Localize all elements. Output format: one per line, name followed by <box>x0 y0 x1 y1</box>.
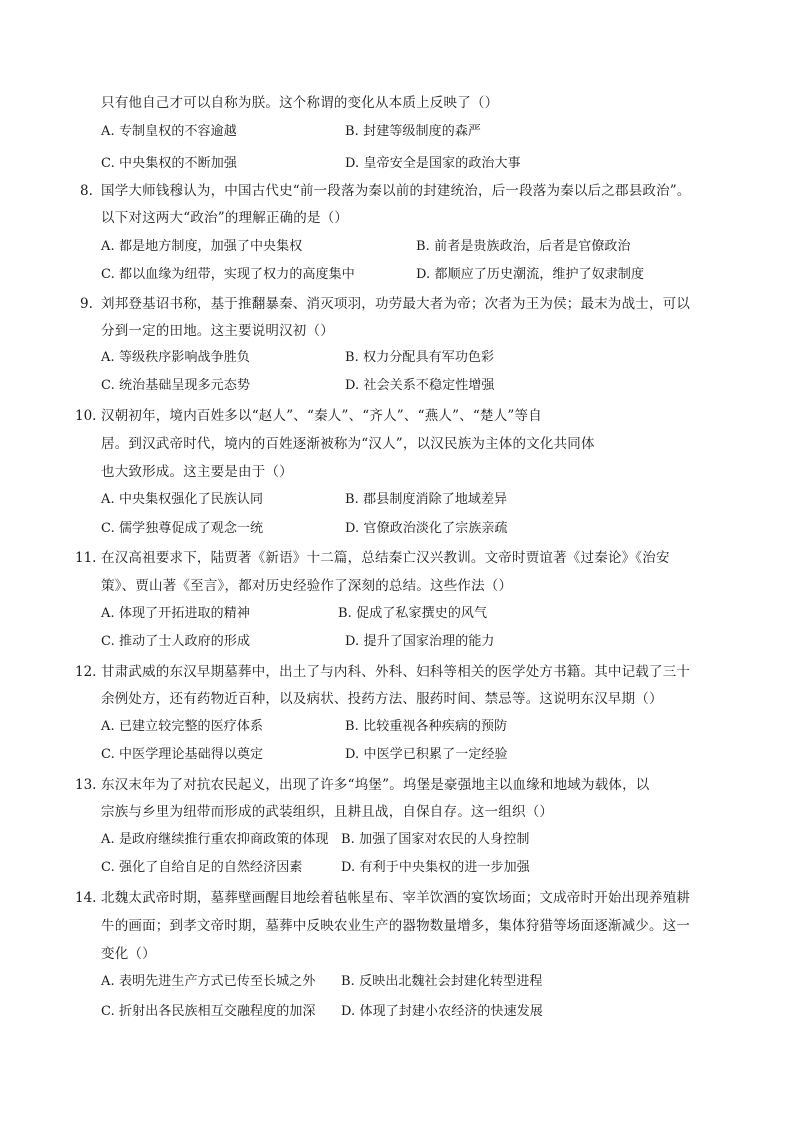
question-13-option-b: B. 加强了国家对农民的人身控制 <box>341 832 530 847</box>
question-13-option-c: C. 强化了自给自足的自然经济因素 <box>101 860 303 875</box>
question-9-option-b: B. 权力分配具有军功色彩 <box>345 350 495 365</box>
question-12-option-b: B. 比较重视各种疾病的预防 <box>345 719 508 734</box>
question-10-option-c: C. 儒学独尊促成了观念一统 <box>101 521 264 536</box>
question-11-option-b: B. 促成了私家撰史的风气 <box>338 606 488 621</box>
question-12-text-line: 余例处方，还有药物近百种，以及病状、投药方法、服药时间、禁忌等。这说明东汉早期（） <box>101 691 663 707</box>
question-13-text-line: 东汉末年为了对抗农民起义，出现了许多“坞堡”。坞堡是豪强地主以血缘和地域为载体，以 <box>101 777 650 793</box>
question-12-option-d: D. 中医学已积累了一定经验 <box>345 747 508 762</box>
question-10-text-line: 汉朝初年，境内百姓多以“赵人”、“秦人”、“齐人”、“燕人”、“楚人”等自 <box>101 408 542 424</box>
question-14-text-line: 牛的画面；到孝文帝时期，墓葬中反映农业生产的器物数量增多，集体狩猎等场面逐渐减少。这一 <box>101 918 691 934</box>
question-10-option-d: D. 官僚政治淡化了宗族亲疏 <box>345 521 508 536</box>
question-8-text-line: 以下对这两大“政治”的理解正确的是（） <box>101 210 349 226</box>
question-14-number: 14. <box>75 890 97 906</box>
question-12-text-line: 甘肃武威的东汉早期墓葬中，出土了与内科、外科、妇科等相关的医学处方书籍。其中记载了三十 <box>101 664 691 680</box>
question-8-option-c: C. 都以血缘为纽带，实现了权力的高度集中 <box>101 267 355 282</box>
question-13-number: 13. <box>75 777 97 793</box>
question-9-number: 9. <box>80 296 93 312</box>
question-7-option-b: B. 封建等级制度的森严 <box>345 124 482 139</box>
question-8-number: 8. <box>80 183 93 199</box>
question-7-option-a: A. 专制皇权的不容逾越 <box>101 124 237 139</box>
question-11-option-d: D. 提升了国家治理的能力 <box>345 634 495 649</box>
question-14-option-b: B. 反映出北魏社会封建化转型进程 <box>341 974 543 989</box>
question-8-option-d: D. 都顺应了历史潮流，维护了奴隶制度 <box>416 267 645 282</box>
question-12-number: 12. <box>75 664 97 680</box>
question-14-option-c: C. 折射出各民族相互交融程度的加深 <box>101 1004 316 1019</box>
question-12-option-c: C. 中医学理论基础得以奠定 <box>101 747 264 762</box>
question-7-option-d: D. 皇帝安全是国家的政治大事 <box>345 156 521 171</box>
question-14-option-a: A. 表明先进生产方式已传至长城之外 <box>101 974 316 989</box>
question-9-option-c: C. 统治基础呈现多元态势 <box>101 378 251 393</box>
question-7-option-c: C. 中央集权的不断加强 <box>101 156 237 171</box>
question-11-option-a: A. 体现了开拓进取的精神 <box>101 606 250 621</box>
question-13-option-a: A. 是政府继续推行重农抑商政策的体现 <box>101 832 329 847</box>
question-10-text-line: 居。到汉武帝时代，境内的百姓逐渐被称为“汉人”，以汉民族为主体的文化共同体 <box>101 436 595 452</box>
question-10-text-line: 也大致形成。这主要是由于（） <box>101 464 293 480</box>
question-9-option-d: D. 社会关系不稳定性增强 <box>345 378 495 393</box>
question-10-number: 10. <box>75 408 97 424</box>
question-9-option-a: A. 等级秩序影响战争胜负 <box>101 350 250 365</box>
question-13-option-d: D. 有利于中央集权的进一步加强 <box>341 860 530 875</box>
question-8-option-b: B. 前者是贵族政治，后者是官僚政治 <box>416 239 631 254</box>
question-11-text-line: 在汉高祖要求下，陆贾著《新语》十二篇，总结秦亡汉兴教训。文帝时贾谊著《过秦论》《治安 <box>101 550 670 566</box>
question-7-text-line: 只有他自己才可以自称为朕。这个称谓的变化从本质上反映了（） <box>101 95 499 111</box>
question-10-option-b: B. 郡县制度消除了地域差异 <box>345 492 508 507</box>
question-8-text-line: 国学大师钱穆认为，中国古代史“前一段落为秦以前的封建统治，后一段落为秦以后之郡县政治”。 <box>101 183 691 199</box>
question-14-text-line: 变化（） <box>101 946 156 962</box>
question-9-text-line: 刘邦登基诏书称，基于推翻暴秦、消灭项羽，功劳最大者为帝；次者为王为侯；最末为战士，可以 <box>101 296 691 312</box>
question-9-text-line: 分到一定的田地。这主要说明汉初（） <box>101 323 334 339</box>
question-8-option-a: A. 都是地方制度，加强了中央集权 <box>101 239 303 254</box>
question-11-option-c: C. 推动了士人政府的形成 <box>101 634 251 649</box>
question-11-text-line: 策》、贾山著《至言》，都对历史经验作了深刻的总结。这些作法（） <box>101 578 513 594</box>
question-14-text-line: 北魏太武帝时期，墓葬壁画醒目地绘着毡帐星布、宰羊饮酒的宴饮场面；文成帝时开始出现养殖耕 <box>101 890 691 906</box>
question-14-option-d: D. 体现了封建小农经济的快速发展 <box>341 1004 543 1019</box>
question-13-text-line: 宗族与乡里为纽带而形成的武装组织，且耕且战，自保自存。这一组织（） <box>101 804 554 820</box>
question-10-option-a: A. 中央集权强化了民族认同 <box>101 492 264 507</box>
question-12-option-a: A. 已建立较完整的医疗体系 <box>101 719 264 734</box>
question-11-number: 11. <box>75 550 97 566</box>
